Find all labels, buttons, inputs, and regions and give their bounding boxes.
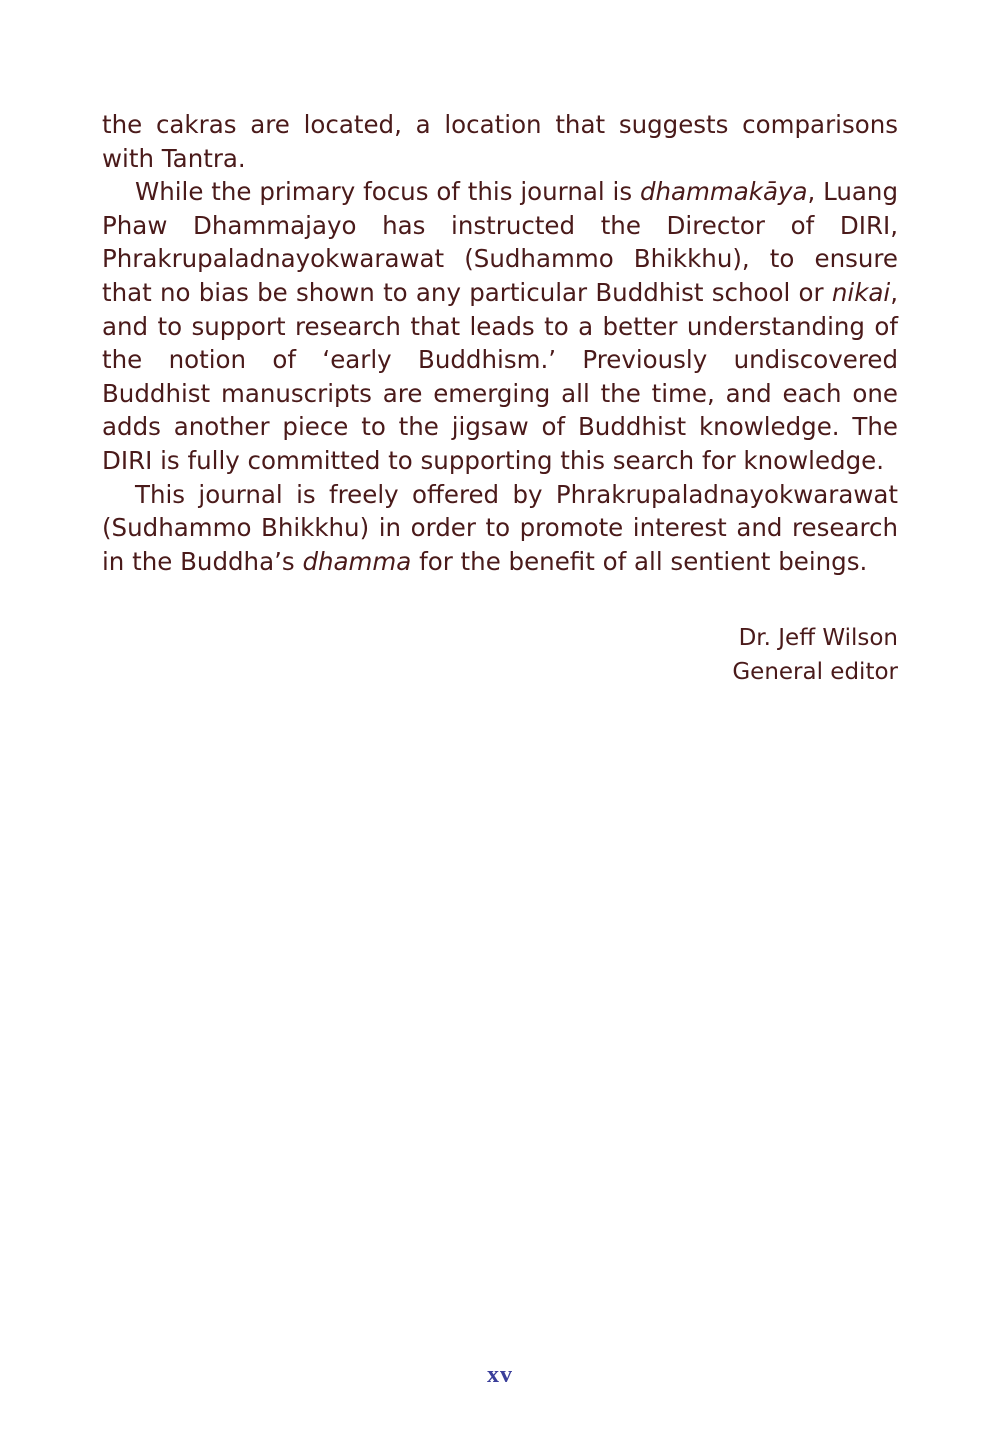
paragraph-text: the cakras are located, a location that suggests comparisons with Tantra. xyxy=(102,110,898,173)
paragraph-text: This journal is freely offered by Phrakrupaladnayokwarawat (Sudhammo Bhikkhu) in order to promote interest and research in the Buddha’s xyxy=(102,479,898,576)
paragraph-continued xyxy=(102,108,898,175)
signature-role: General editor xyxy=(732,658,898,685)
page-body xyxy=(102,108,898,690)
paragraph-text: While the primary focus of this journal is xyxy=(135,177,640,207)
italic-term: dhamma xyxy=(302,546,412,576)
signature-block xyxy=(102,622,898,689)
paragraph-journal-focus xyxy=(102,175,898,477)
paragraph-text: , and to support research that leads to a better understanding of the notion of ‘early Buddhism.’ Previously undiscovered Buddhist manuscripts are emerging all the time, and each one adds another piece to the jigsaw of Buddhist knowledge. The DIRI is fully committed to supporting this search for knowledge. xyxy=(102,277,898,475)
paragraph-text: for the benefit of all sentient beings. xyxy=(411,546,868,576)
italic-term: dhammakāya xyxy=(639,177,808,207)
signature-name: Dr. Jeff Wilson xyxy=(738,625,898,652)
italic-term: nikai xyxy=(831,277,891,307)
page-number: xv xyxy=(487,1362,513,1388)
paragraph-text: , Luang Phaw Dhammajayo has instructed the Director of DIRI, Phrakrupaladnayokwarawat (Sudhammo Bhikkhu), to ensure that no bias be shown to any particular Buddhist school or xyxy=(102,177,898,307)
paragraph-journal-offering xyxy=(102,478,898,579)
